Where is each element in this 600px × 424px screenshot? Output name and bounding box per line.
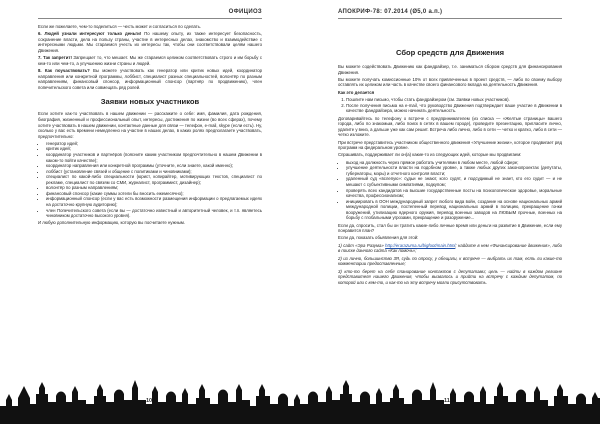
faq-item — [38, 31, 262, 53]
list-item: 1. Пошлите нам письмо, чтобы стать фандрайзером (см. Заявки новых участников). — [346, 97, 562, 103]
list-item: • координатор участников и партнёров (поясните каким участником предпочтительно в нашем Движении в каком-то пойти качестве); — [46, 152, 262, 163]
list-item: • волонтёр по разным направлениям; — [46, 185, 262, 191]
paragraph: 3) кто-то берет на себя планирование контактов с депутатами; цель — найти в каждом регионе представителя нашего Движения, чтобы вызвалось и прийти на встречу с каждым депутатом, по которой или с кем-то, и как-то на эту встречу могли присутствовать. — [338, 268, 562, 285]
paragraph: Если да, спросить, стал бы он тратить какие-либо личные время или деньги на развитие в Движение, если ему понравится план? — [338, 222, 562, 234]
page-number-right: 11 — [444, 398, 450, 404]
paragraph: Если да, показать обьявления для этой: — [338, 235, 419, 241]
roles-list — [38, 141, 262, 219]
header-rule — [38, 18, 262, 19]
item-answer: По нашему опыту, их также интересует безопасность, сохранение власти, дела на пользу страны, участие в интересных делах, знакомство и взаимодействие с интересными людьми. Мы стараемся учесть их интересы так, чтобы они соответствовали целям нашего Движения. — [38, 31, 262, 53]
steps-list — [338, 97, 562, 114]
list-item: • выход на должность через прямое работать учителями в любом месте, любой сфере; — [346, 160, 562, 166]
section-title: Заявки новых участников — [100, 97, 200, 107]
list-item: • генератор идей; — [46, 141, 262, 147]
list-item: • удаленный суд «вслепую»: судьи не знают, кого судят, и подсудимый не знает, кто его судит — и не мешают с субъективными симпатиями, подкупом; — [346, 176, 562, 187]
paragraph: Спрашивать, поддерживает ли он(а) какие-то из следующих идей, которые мы продвигаем: — [338, 152, 522, 158]
subheading: Как это делается — [338, 89, 375, 95]
right-page — [300, 0, 600, 424]
link-rest: ; найдите в нем «Финансирование движения», либо в поиске данного сайта «Как помочь»; — [338, 242, 562, 254]
item-question: Людей узнали интересуют только деньги! — [44, 31, 142, 37]
item-number: 8. — [38, 68, 42, 74]
section-title: Сбор средств для Движения — [395, 48, 505, 57]
paragraph: И любую дополнительную информацию, которую вы посчитаете нужным. — [38, 220, 186, 226]
paragraph: Вы можете получать комиссионные 10% от всех привлеченных в проект средств, — либо по своему выбору оставлять их целиком или часть в качестве своего финансового вклада на деятельность Движения. — [338, 76, 562, 88]
item-answer: Вы можете участвовать как генератор или критик новых идей, координатор направления или конкретной программы, лоббист, специалист разных специальностей, волонтёр по разным направлениям, финансовый спонсор, информационный спонсор (партнёр по продвижению), член попечительского совета или совмещать ряд ролей. — [38, 68, 262, 90]
paragraph: 2) из лично, большинство 3Я, судь по опросу, у обещали, к встрече — выбрать их там, есть ли какие-то комментарии предоставленные; — [338, 255, 562, 267]
list-item: • координатор направления или конкретной программы (уточните, если знаете, какой именно); — [46, 163, 262, 169]
list-item: • специалист по какой-либо специальности (юрист, копирайтер, мотивирующих текстов, специалист по рекламе, специалист по связям со СМИ, журналист, программист, дизайнер); — [46, 174, 262, 185]
running-head-right: АПОКРИФ-78: 07.2014 (Ø5,0 а.п.) — [338, 9, 443, 15]
list-item: • финансовый спонсор (какие суммы хотели бы вносить ежемесячно); — [46, 191, 262, 197]
paragraph: Если хотите как-то участвовать в нашем движении — расскажите о себе: имя, фамилия, дата рождения, биография, жизненный и профессиональный опыт, интересы, достижения по жизни (во всех сферах), почему хотите участвовать в нашем движении, контактные данные для связи — телефон, e-mail, skype (если есть). Ну, сколько у вас есть времени немедленно на участие в наших делах, в каких ролях предполагаете участвовать, предпочтительно: — [38, 111, 262, 139]
item-question: Как поучаствовать? — [44, 68, 90, 74]
faq-item — [38, 55, 262, 66]
paragraph: При встрече представитесь участником общественного движения «Улучшение жизни», которое продвигает ряд программ на федеральном уровне. — [338, 139, 562, 151]
list-item: • лоббист (установление связей и общение с политиками и чиновниками); — [46, 169, 262, 175]
running-head-left: ОФИЦИОЗ — [228, 9, 262, 15]
item-answer: Запрещает то, что мешает. Мы же стараемся целиком соответствовать строго и им борьбу с кем-то или чем-то, а улучшению жизни страны и людей. — [38, 55, 262, 66]
city-skyline-illustration — [300, 380, 600, 424]
faq-item — [38, 68, 262, 90]
ideas-list — [338, 160, 562, 221]
page-number-left: 10 — [146, 398, 153, 404]
list-item: • инициировать в ООН международный запрет любого вида войн, создание на основе национальных армий международной полиции, постепенный перевод национальных армий в полицию, прекращение гонки вооружений, утилизацию ядерного оружия, перевод военных заводов на ЛЮБЫМ прочные, военных на борьбу с глобальными угрозами, прекращение и разоружение... — [346, 199, 562, 221]
list-item: • информационный спонсор (если у вас есть возможности размещения информации о предлагаемых идеях на достаточно крупную аудиторию); — [46, 196, 262, 207]
paragraph: Если же пожелаете, чем-то поделиться — честь может и согласиться по сделать. — [38, 24, 202, 29]
header-rule — [338, 18, 562, 19]
site-link[interactable]: http://erarazuma.ru/bigfoot/main.html — [385, 242, 456, 248]
item-number: 6. — [38, 31, 42, 37]
list-item: 2. После получения письма на e-mail, что руководство Движения подтверждает ваше участие в Движении в качестве фандрайзера, можно начинать деятельность. — [346, 103, 562, 114]
link-paragraph — [338, 243, 562, 254]
right-page-body — [338, 24, 562, 287]
list-item: • критик идей; — [46, 146, 262, 152]
list-item: • улучшение деятельности власти на подобном уровне, а также любых других законопроектах (депутаты, губернаторы, мэры) и отчетного контроля власти; — [346, 165, 562, 176]
item-number: 7. — [38, 55, 42, 61]
item-question: Так запретит! — [43, 55, 72, 61]
link-intro: 1) сайт «Эра Разума» — [338, 242, 386, 248]
list-item: • член Попечительского совета (если вы — достаточно известный и авторитетный человек, и т.п. являетесь чиновником достаточно высокого уровня). — [46, 208, 262, 219]
list-item: • проверять всех кандидатов на высшие государственные посты на психологическое здоровье, моральные качества, профессионализм; — [346, 188, 562, 199]
paragraph: Договаривайтесь по телефону о встрече с предпринимателем (из списка — «Желтые страницы» вашего города, либо по знакомым, либо поиск в сетях в вашем городе), проведите презентацию, пригласите лично, удалите у вниз, а дальше уже как сам решит. Встреча либо лично, либо в сети — четко и кратко, либо в сети — четко изложите. — [338, 115, 562, 138]
paragraph: Вы можете содействовать Движению как фандрайзер, т.е. заниматься сбором средств для финансирования Движения. — [338, 64, 562, 75]
left-page-body — [38, 24, 262, 228]
